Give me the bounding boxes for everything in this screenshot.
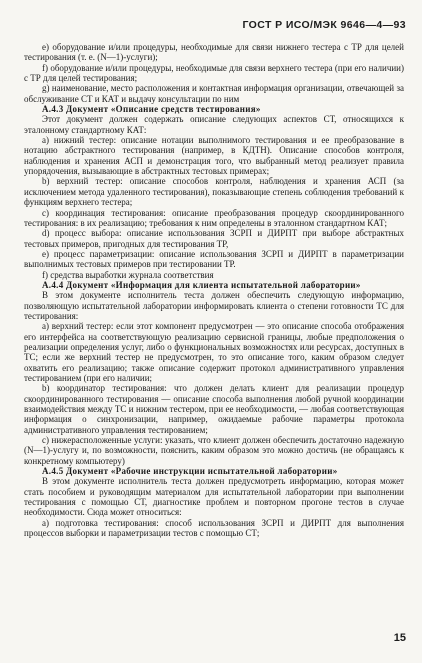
section-heading: А.4.4 Документ «Информация для клиента испытательной лаборатории» xyxy=(42,279,361,290)
paragraph: с) координация тестирования: описание преобразования процедур скоординированного тестирования: в их реализацию; требования к ним определены в эталонном стандартном КАТ; xyxy=(24,207,404,228)
paragraph: b) координатор тестирования: что должен делать клиент для реализации процедур скоординированного тестирования — описание способа выполнения любой ручной координации взаимодействия между ТС и нижним тестером, при ее необходимости, — любая соответствующая информация о синхронизации, например, ожидаемые рабочие параметры протокола административного управления тестированием; xyxy=(24,383,404,435)
paragraph: Этот документ должен содержать описание следующих аспектов СТ, относящихся к эталонному стандартному КАТ: xyxy=(24,114,404,135)
paragraph: с) нижерасположенные услуги: указать, что клиент должен обеспечить достаточно надежную (N—1)-услугу и, по возможности, пояснить, каким образом это можно достичь (не обращаясь к конкретному компьютеру) xyxy=(24,435,404,466)
paragraph: а) подготовка тестирования: способ использования ЗСРП и ДИРПТ для выполнения процессов выборки и параметризации тестов с помощью СТ; xyxy=(24,517,404,539)
paragraph: b) верхний тестер: описание способов контроля, наблюдения и хранения АСП (за исключением метода удаленного тестирования), показывающие степень соблюдения требований к функциям верхнего тестера; xyxy=(24,176,404,208)
standard-header: ГОСТ Р ИСО/МЭК 9646—4—93 xyxy=(242,19,406,31)
document-body xyxy=(24,42,404,539)
paragraph: g) наименование, место расположения и контактная информация организации, отвечающей за обслуживание СТ и КАТ и выдачу консультации по ним xyxy=(24,83,404,104)
page-number: 15 xyxy=(393,632,406,644)
section-heading: А.4.3 Документ «Описание средств тестирования» xyxy=(42,104,261,115)
paragraph: е) оборудование и/или процедуры, необходимые для связи нижнего тестера с ТР для целей тестирования (т. е. (N—1)-услуги); xyxy=(24,42,404,63)
paragraph: d) процесс выбора: описание использования ЗСРП и ДИРПТ при выборе абстрактных тестовых примеров, пригодных для тестирования ТР, xyxy=(24,228,404,249)
paragraph: В этом документе исполнитель теста должен обеспечить следующую информацию, позволяющую испытательной лаборатории информировать клиента о степени готовности ТС для тестирования: xyxy=(24,290,404,321)
paragraph: а) верхний тестер: если этот компонент предусмотрен — это описание способа отображения его интерфейса на соответствующую реализацию сервисной границы, любые предположения о реализации определения услуг, либо о функциональных возможностях или ресурсах, доступных в ТС; если же верхний тестер не предусмотрен, то это описание того, каким образом следует охватить его реализацию; также описание содержит протокол административного управления тестированием (при его наличии; xyxy=(24,321,404,383)
paragraph: f) средства выработки журнала соответствия xyxy=(42,269,214,280)
paragraph: f) оборудование и/или процедуры, необходимые для связи верхнего тестера (при его наличии) с ТР для целей тестирования; xyxy=(24,62,404,84)
paragraph: а) нижний тестер: описание нотации выполнимого тестирования и ее преобразование в нотацию абстрактного тестирования (например, в КДТН). Описание способов контроля, наблюдения и хранения АСП и демонстрация того, что выбранный метод реализует правила упорядочения, вызывающие в абстрактных тестовых примерах; xyxy=(24,135,404,177)
section-heading: А.4.5 Документ «Рабочие инструкции испытательной лаборатории» xyxy=(42,466,338,477)
paragraph: е) процесс параметризации: описание использования ЗСРП и ДИРПТ в параметризации выполнимых тестовых примеров при тестировании ТР. xyxy=(24,248,404,270)
paragraph: В этом документе исполнитель теста должен предусмотреть информацию, которая может стать пособием и руководящим материалом для испытательной лаборатории при выполнении тестирования с помощью СТ, диагностике проблем и повторном прогоне тестов в случае необходимости. Сюда может относиться: xyxy=(24,476,404,518)
